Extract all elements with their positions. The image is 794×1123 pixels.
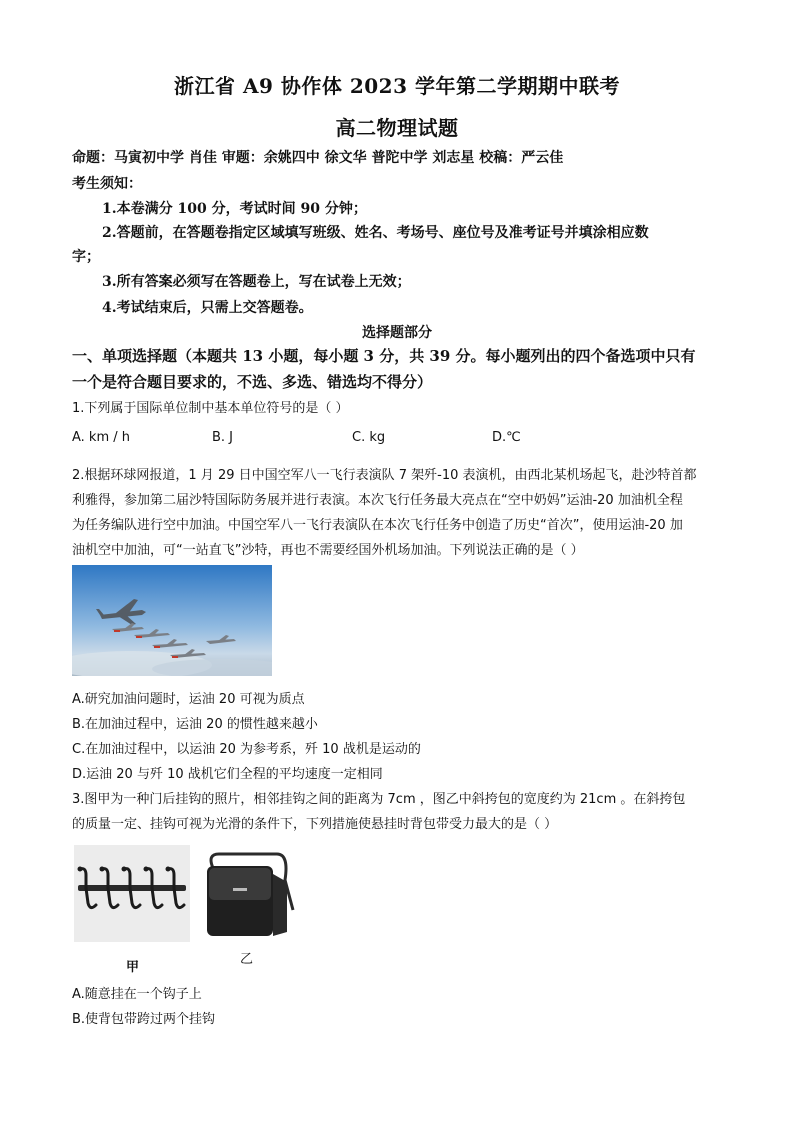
question-3-option-b: B.使背包带跨过两个挂钩	[72, 1012, 216, 1027]
figure-caption-b: 乙	[240, 952, 254, 967]
question-1-option-c: C. kg	[352, 430, 386, 445]
exam-subtitle: 高二物理试题	[335, 116, 459, 140]
notice-rule-3: 3.所有答案必须写在答题卷上，写在试卷上无效；	[102, 274, 411, 290]
question-2-option-b: B.在加油过程中，运油 20 的惯性越来越小	[72, 717, 318, 732]
coat-hook-photo	[74, 845, 190, 942]
section-title: 选择题部分	[362, 325, 432, 341]
part1-instructions: 一、单项选择题（本题共 13 小题，每小题 3 分，共 39 分。每小题列出的四个备选项中只有	[72, 347, 696, 365]
question-2-option-c: C.在加油过程中，以运油 20 为参考系，歼 10 战机是运动的	[72, 742, 421, 757]
notice-rule-2-cont: 字；	[72, 249, 100, 265]
question-1-option-b: B. J	[212, 430, 234, 445]
question-2-stem-line-4: 油机空中加油，可“一站直飞”沙特，再也不需要经国外机场加油。下列说法正确的是（ ）	[72, 543, 584, 558]
question-2-option-a: A.研究加油问题时，运油 20 可视为质点	[72, 692, 305, 707]
refueling-aircraft-photo	[72, 565, 272, 676]
question-3-stem-line-2: 的质量一定、挂钩可视为光滑的条件下，下列措施使悬挂时背包带受力最大的是（ ）	[72, 817, 558, 832]
question-3-option-a: A.随意挂在一个钩子上	[72, 987, 202, 1002]
credits-line: 命题：马寅初中学 肖佳 审题：余姚四中 徐文华 普陀中学 刘志星 校稿：严云佳	[72, 150, 564, 166]
question-2-stem-line-2: 利雅得，参加第二届沙特国际防务展并进行表演。本次飞行任务最大亮点在“空中奶妈”运油-20 加油机全程	[72, 493, 683, 508]
figure-caption-a: 甲	[126, 960, 140, 975]
notice-rule-1: 1.本卷满分 100 分，考试时间 90 分钟；	[102, 201, 367, 217]
question-2-option-d: D.运油 20 与歼 10 战机它们全程的平均速度一定相同	[72, 767, 383, 782]
part1-instructions-cont: 一个是符合题目要求的，不选、多选、错选均不得分）	[72, 373, 433, 391]
exam-title: 浙江省 A9 协作体 2023 学年第二学期期中联考	[174, 74, 620, 98]
question-3-stem-line-1: 3.图甲为一种门后挂钩的照片，相邻挂钩之间的距离为 7cm ，图乙中斜挎包的宽度约为 21cm 。在斜挎包	[72, 792, 686, 807]
question-2-stem-line-3: 为任务编队进行空中加油。中国空军八一飞行表演队在本次飞行任务中创造了历史“首次”，使用运油-20 加	[72, 518, 683, 533]
notice-rule-2: 2.答题前，在答题卷指定区域填写班级、姓名、考场号、座位号及准考证号并填涂相应数	[102, 225, 649, 241]
question-2-stem-line-1: 2.根据环球网报道，1 月 29 日中国空军八一飞行表演队 7 架歼-10 表演机，由西北某机场起飞，赴沙特首都	[72, 468, 697, 483]
notice-rule-4: 4.考试结束后，只需上交答题卷。	[102, 300, 313, 316]
question-1-option-a: A. km / h	[72, 430, 131, 445]
question-1-stem: 1.下列属于国际单位制中基本单位符号的是（ ）	[72, 401, 349, 416]
notice-heading: 考生须知：	[72, 176, 142, 192]
question-1-option-d: D.℃	[492, 430, 521, 445]
crossbody-bag-photo	[193, 850, 303, 940]
